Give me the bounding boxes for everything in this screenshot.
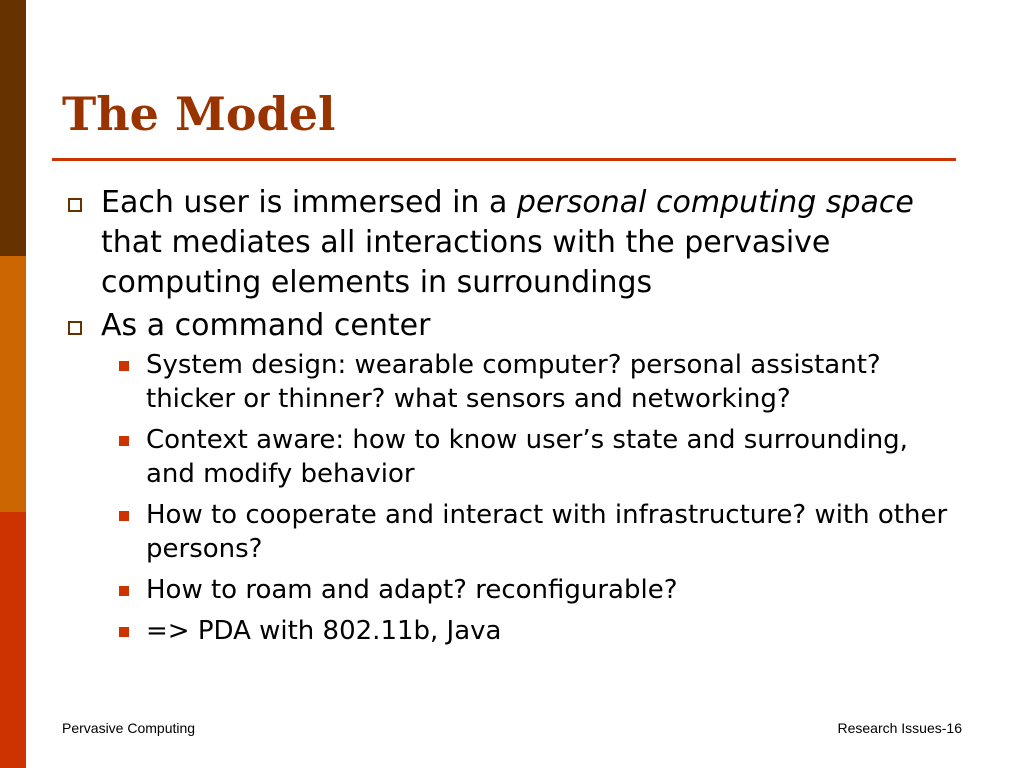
sub-bullet-text: How to cooperate and interact with infrastructure? with other persons? bbox=[146, 500, 948, 564]
filled-square-bullet-icon bbox=[119, 436, 129, 446]
hollow-square-bullet-icon bbox=[68, 198, 82, 212]
slide-body bbox=[62, 183, 962, 655]
sub-bullet-cooperate bbox=[101, 498, 962, 566]
bullet-text-emphasis: personal computing space bbox=[516, 185, 914, 220]
sub-bullet-roam-adapt bbox=[101, 573, 962, 607]
sub-bullet-pda bbox=[101, 614, 962, 648]
side-bar-middle-segment bbox=[0, 256, 26, 512]
bullet-text: As a command center bbox=[101, 308, 431, 343]
side-bar-top-segment bbox=[0, 0, 26, 256]
bullet-text-part: Each user is immersed in a bbox=[101, 185, 517, 220]
side-bar-bottom-segment bbox=[0, 512, 26, 768]
footer-course-name: Pervasive Computing bbox=[62, 720, 196, 736]
sub-bullet-text: How to roam and adapt? reconfigurable? bbox=[146, 575, 678, 605]
bullet-command-center bbox=[62, 306, 962, 648]
filled-square-bullet-icon bbox=[119, 586, 129, 596]
sub-bullet-system-design bbox=[101, 348, 962, 416]
hollow-square-bullet-icon bbox=[68, 321, 82, 335]
title-underline-rule bbox=[52, 158, 956, 161]
bullet-text-part: that mediates all interactions with the pervasive computing elements in surroundings bbox=[101, 225, 831, 300]
sub-bullet-text: => PDA with 802.11b, Java bbox=[146, 616, 502, 646]
filled-square-bullet-icon bbox=[119, 511, 129, 521]
filled-square-bullet-icon bbox=[119, 361, 129, 371]
sub-bullet-list bbox=[101, 348, 962, 648]
sub-bullet-text: Context aware: how to know user’s state and surrounding, and modify behavior bbox=[146, 425, 908, 489]
slide-title: The Model bbox=[62, 87, 336, 141]
side-color-bar bbox=[0, 0, 26, 768]
footer-slide-number: Research Issues-16 bbox=[837, 720, 962, 736]
bullet-personal-computing-space bbox=[62, 183, 962, 303]
sub-bullet-context-aware bbox=[101, 423, 962, 491]
sub-bullet-text: System design: wearable computer? personal assistant? thicker or thinner? what sensors and networking? bbox=[146, 350, 881, 414]
filled-square-bullet-icon bbox=[119, 627, 129, 637]
